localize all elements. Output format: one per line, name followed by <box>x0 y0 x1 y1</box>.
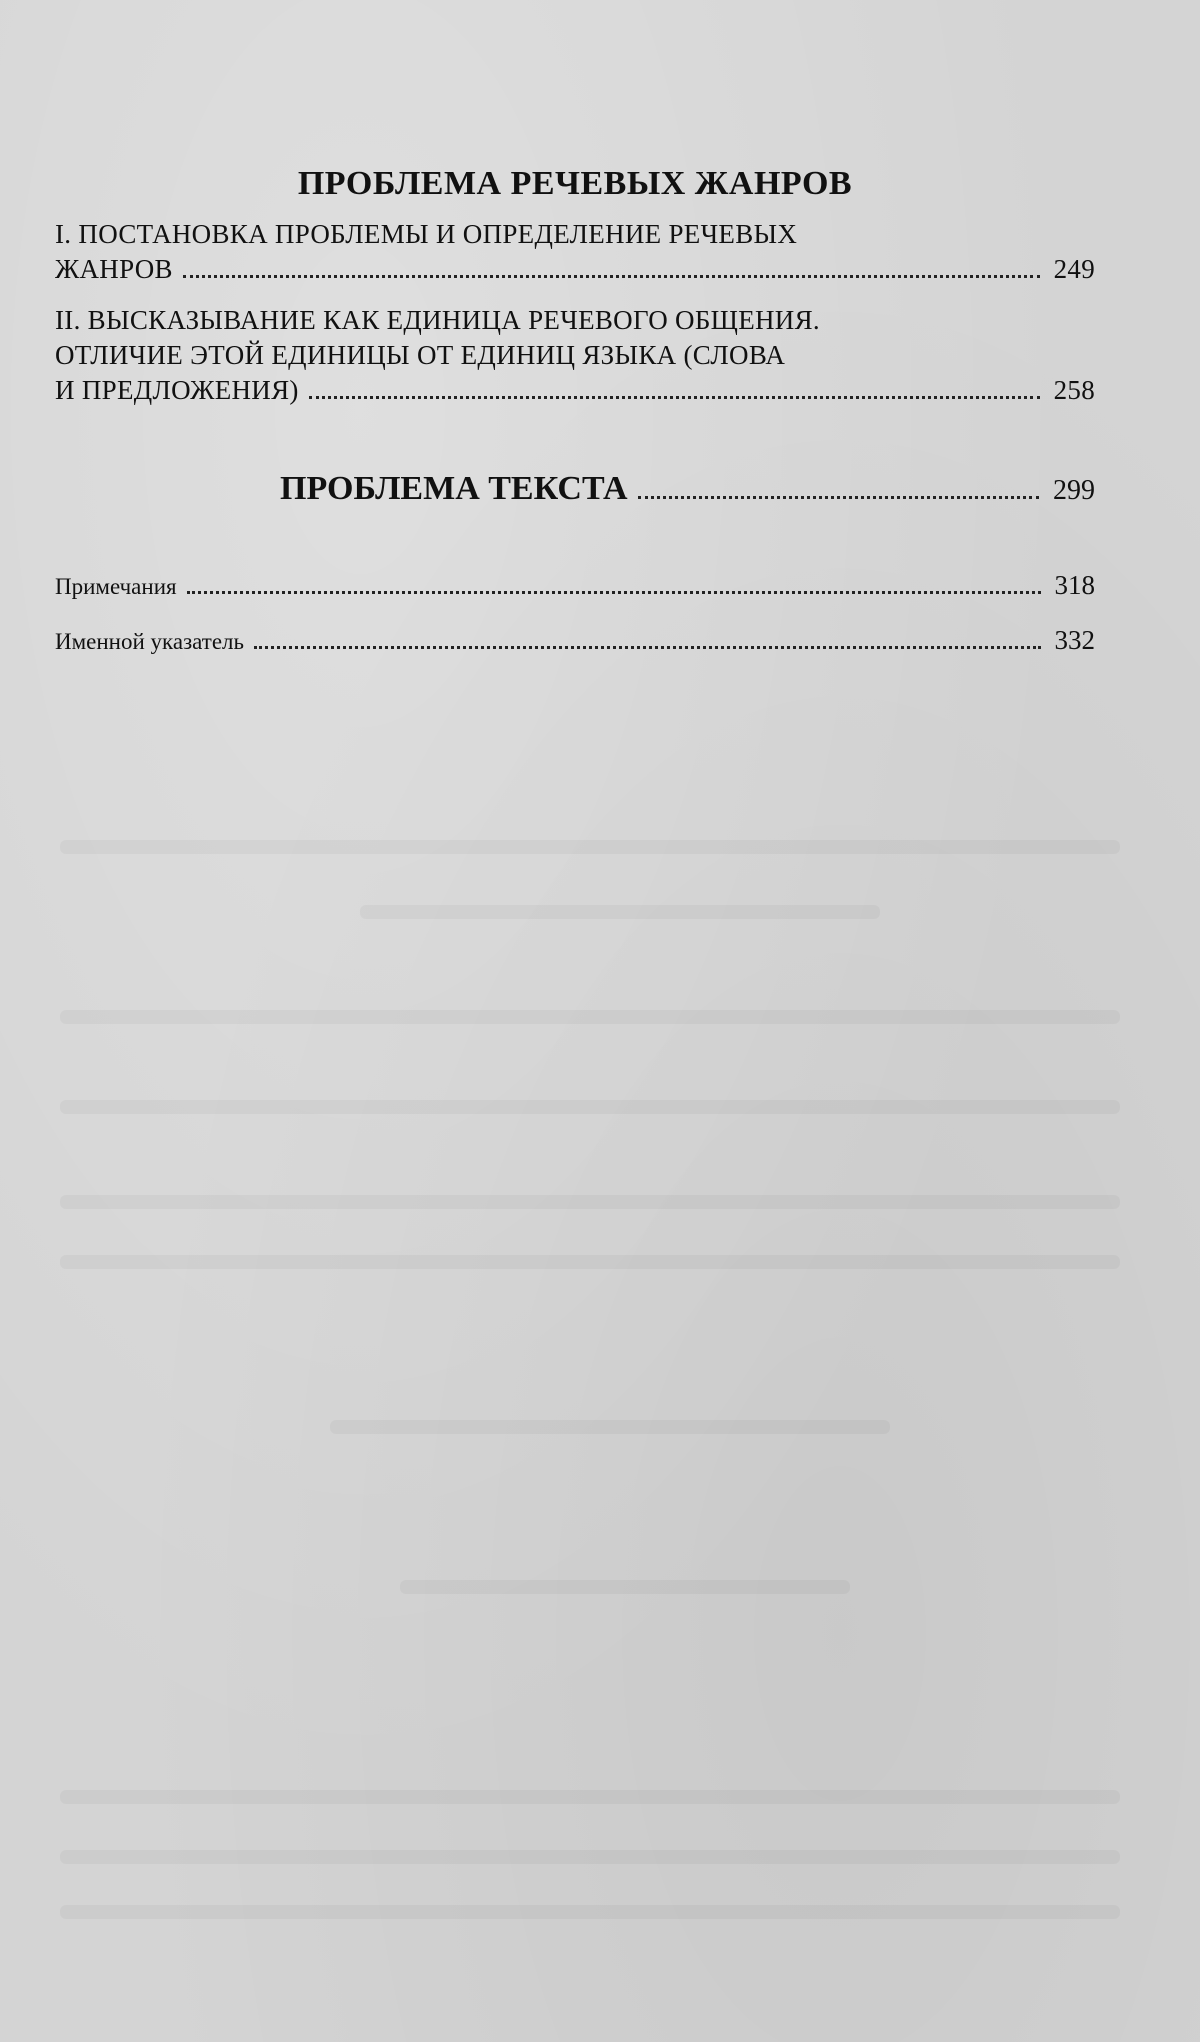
bleed-through-line <box>400 1580 850 1594</box>
toc-entry-text-problem[interactable] <box>55 470 1095 509</box>
toc-entry[interactable] <box>55 217 1095 287</box>
table-of-contents <box>55 165 1095 681</box>
toc-entry-text: Именной указатель <box>55 629 245 654</box>
page-number: 332 <box>1054 625 1095 655</box>
appendix-list <box>55 571 1095 657</box>
toc-entry-notes[interactable] <box>55 571 1095 602</box>
page-number: 299 <box>1053 475 1095 506</box>
toc-entry-last-line <box>55 373 1095 408</box>
toc-entry-line: ОТЛИЧИЕ ЭТОЙ ЕДИНИЦЫ ОТ ЕДИНИЦ ЯЗЫКА (СЛОВА <box>55 340 786 370</box>
bleed-through-line <box>360 905 880 919</box>
dot-leader <box>638 496 1039 499</box>
section-title: ПРОБЛЕМА ТЕКСТА <box>280 470 628 507</box>
toc-entry-name-index[interactable] <box>55 626 1095 657</box>
bleed-through-line <box>60 1255 1120 1269</box>
dot-leader <box>187 591 1041 594</box>
bleed-through-line <box>330 1420 890 1434</box>
bleed-through-line <box>60 1790 1120 1804</box>
bleed-through-line <box>60 1195 1120 1209</box>
page-number: 258 <box>1053 375 1095 405</box>
bleed-through-line <box>60 1850 1120 1864</box>
dot-leader <box>309 396 1040 399</box>
dot-leader <box>183 275 1040 278</box>
bleed-through-line <box>60 1100 1120 1114</box>
toc-entry-text: ЖАНРОВ <box>55 254 173 284</box>
page-number: 318 <box>1054 570 1095 600</box>
section-title: ПРОБЛЕМА РЕЧЕВЫХ ЖАНРОВ <box>297 165 853 202</box>
toc-entry-text: Примечания <box>55 574 177 599</box>
bleed-through-line <box>60 840 1120 854</box>
toc-entry-last-line <box>55 252 1095 287</box>
toc-entry-text: И ПРЕДЛОЖЕНИЯ) <box>55 375 299 405</box>
page-number: 249 <box>1053 254 1095 284</box>
bleed-through-line <box>60 1905 1120 1919</box>
dot-leader <box>254 646 1040 649</box>
bleed-through-line <box>60 1010 1120 1024</box>
toc-entry-line: I. ПОСТАНОВКА ПРОБЛЕМЫ И ОПРЕДЕЛЕНИЕ РЕЧЕВЫХ <box>55 219 798 249</box>
toc-entry-line: II. ВЫСКАЗЫВАНИЕ КАК ЕДИНИЦА РЕЧЕВОГО ОБЩЕНИЯ. <box>55 305 820 335</box>
toc-entry[interactable] <box>55 303 1095 408</box>
